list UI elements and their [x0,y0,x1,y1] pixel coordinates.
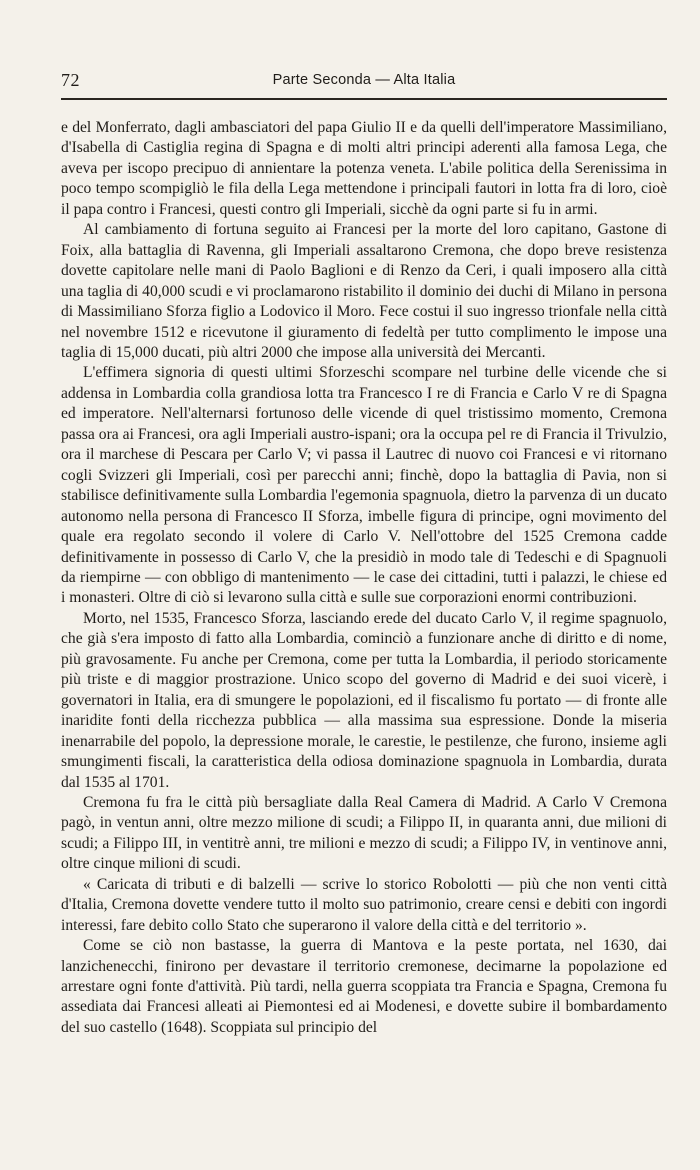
paragraph-spanish-regime: Morto, nel 1535, Francesco Sforza, lasciando erede del ducato Carlo V, il regime spagnuolo, che già s'era imposto di fatto alla Lombardia, cominciò a funzionare anche di diritto e di nome, più gravosamente. Fu anche per Cremona, come per tutta la Lombardia, il periodo storicamente più triste e di maggior prostrazione. Unico scopo del governo di Madrid e dei suoi vicerè, i governatori in Italia, era di smungere le popolazioni, ed il fiscalismo fu portato — di fronte alle inaridite fonti della ricchezza pubblica — alla massima sua espressione. Donde la miseria inenarrabile del popolo, la depressione morale, le carestie, le pestilenze, che furono, insieme agli smungimenti fiscali, la caratteristica della odiosa dominazione spagnuola in Lombardia, durata dal 1535 al 1701. [61,609,667,791]
paragraph-continuation: e del Monferrato, dagli ambasciatori del papa Giulio II e da quelli dell'imperatore Massimiliano, d'Isabella di Castiglia regina di Spagna e di molti altri principi aderenti alla famosa Lega, che aveva per iscopo precipuo di annientare la potenza veneta. L'abile politica della Serenissima in poco tempo scompigliò le fila della Lega mettendone i principali fautori in lotta fra di loro, cioè il papa contro i Francesi, questi contro gli Imperiali, sicchè da ogni parte si fu in armi. [61,119,667,218]
page-number: 72 [61,70,80,90]
paragraph-taxation: Cremona fu fra le città più bersagliate dalla Real Camera di Madrid. A Carlo V Cremona pagò, in ventun anni, oltre mezzo milione di scudi; a Filippo II, in quaranta anni, due milioni di scudi; a Filippo III, in ventitrè anni, tre milioni e mezzo di scudi; a Filippo IV, in ventinove anni, oltre cinque milioni di scudi. [61,793,667,873]
paragraph-cremona-assault: Al cambiamento di fortuna seguito ai Francesi per la morte del loro capitano, Gastone di Foix, alla battaglia di Ravenna, gli Imperiali assaltarono Cremona, che dopo breve resistenza dovette capitolare nelle mani di Paolo Baglioni e di Renzo da Ceri, i quali imposero alla città una taglia di 40,000 scudi e vi proclamarono ristabilito il dominio dei duchi di Milano in persona di Massimiliano Sforza figlio a Lodovico il Moro. Fece costui il suo ingresso trionfale nella città nel novembre 1512 e ricevutone il giuramento di fedeltà per tutto complimento le impose una taglia di 15,000 ducati, più altri 2000 che impose alla università dei Mercanti. [61,221,667,361]
running-title: Parte Seconda — Alta Italia [272,72,456,88]
paragraph-mantua-war: Come se ciò non bastasse, la guerra di Mantova e la peste portata, nel 1630, dai lanzichenecchi, finirono per devastare il territorio cremonese, decimarne la popolazione ed arrestare ogni fonte d'attività. Più tardi, nella guerra scoppiata tra Francia e Spagna, Cremona fu assediata dai Francesi alleati ai Piemontesi ed ai Modenesi, e dovette subire il bombardamento del suo castello (1648). Scoppiata sul principio del [61,937,667,1036]
header-rule [61,98,667,100]
body-text [61,118,667,1038]
page-header [61,70,667,92]
paragraph-sforza-signoria: L'effimera signoria di questi ultimi Sforzeschi scompare nel turbine delle vicende che si addensa in Lombardia colla grandiosa lotta tra Francesco I re di Francia e Carlo V re di Spagna ed imperatore. Nell'alternarsi fortunoso delle vicende di quel tristissimo momento, Cremona passa ora ai Francesi, ora agli Imperiali austro-ispani; ora la occupa pel re di Francia il Trivulzio, ora il marchese di Pescara per Carlo V; vi passa il Lautrec di nuovo coi Francesi e vi ritornano cogli Svizzeri gli Imperiali, così per parecchi anni; finchè, dopo la battaglia di Pavia, non si stabilisce definitivamente sulla Lombardia l'egemonia spagnuola, dietro la parvenza di un ducato autonomo nella persona di Francesco II Sforza, imbelle figura di principe, ogni movimento del quale era regolato secondo il volere di Carlo V. Nell'ottobre del 1525 Cremona cadde definitivamente in possesso di Carlo V, che la presidiò in modo tale di Tedeschi e di Spagnuoli da riempirne — con obbligo di mantenimento — le case dei cittadini, tutti i palazzi, le chiese ed i monasteri. Oltre di ciò si levarono sulla città e sulle sue corporazioni enormi contribuzioni. [61,364,667,607]
paragraph-robolotti-quote: « Caricata di tributi e di balzelli — scrive lo storico Robolotti — più che non venti città d'Italia, Cremona dovette vendere tutto il molto suo patrimonio, creare censi e debiti con ingordi interessi, fare debito collo Stato che superarono il valore della città e del territorio ». [61,875,667,934]
